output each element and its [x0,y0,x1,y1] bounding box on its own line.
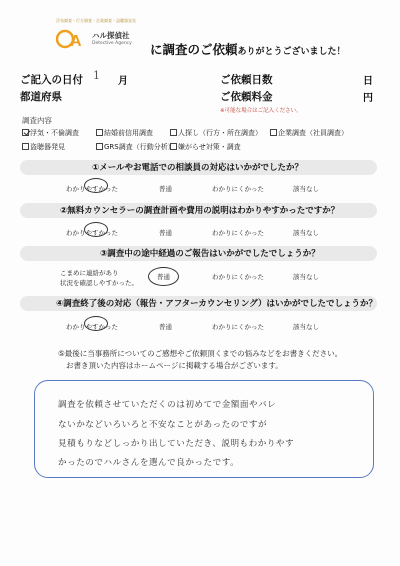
date-month-handwritten: 1 [93,69,100,82]
fee-note: ※可能な場合はご記入ください。 [220,108,302,114]
q1-option-clear[interactable]: わかりやすかった [66,185,118,193]
survey-type-label: 調査内容 [22,116,52,125]
q1-option-unclear[interactable]: わかりにくかった [212,185,264,193]
checkbox-label: 盗聴器発見 [30,143,65,151]
checkbox-icon[interactable] [22,143,29,150]
title-main: に調査のご依頼 [150,42,238,57]
q4-option-na[interactable]: 該当なし [293,323,319,331]
q3-option-na[interactable]: 該当なし [293,273,319,281]
title-thanks: ありがとうございました！ [237,47,346,57]
question-1-bar [20,160,377,175]
question-3-bar [20,246,377,261]
checkbox-person-search[interactable] [170,128,262,138]
checkbox-label: 嫌がらせ対策・調査 [178,143,241,151]
comment-line-1: 調査を依頼させていただくのは初めてで金額面やバレ [58,400,277,410]
fee-unit: 円 [363,93,373,104]
q3-option-frequent[interactable]: こまめに連絡があり [60,269,119,277]
checkbox-corporate[interactable] [270,128,348,138]
checkbox-label: 人探し（行方・所在調査） [178,129,262,137]
checkbox-label: 浮気・不倫調査 [30,129,79,137]
q2-option-na[interactable]: 該当なし [293,229,319,237]
q3-option-frequent-2[interactable]: 状況を確認しやすかった。 [60,279,138,287]
q3-option-normal[interactable]: 普通 [157,273,170,281]
comment-line-2: ないかなどいろいろと不安なことがあったのですが [58,420,268,430]
q2-option-normal[interactable]: 普通 [159,229,172,237]
q1-option-normal[interactable]: 普通 [159,185,172,193]
question-1-text: ①メールやお電話での相談員の対応はいかがでしたか？ [92,163,304,173]
date-month-unit: 月 [118,76,128,87]
logo-tagline: 浮気調査・行方調査・企業調査・盗聴器発見 [56,18,136,23]
logo-company-name: ハル探偵社 [92,31,130,40]
checkbox-premarital[interactable] [96,128,153,138]
q2-option-clear[interactable]: わかりやすかった [66,229,118,237]
checkbox-icon[interactable] [170,143,177,150]
checkbox-label: 結婚前信用調査 [104,129,153,137]
question-5-line-1: ⑤最後に当事務所についてのご感想やご依頼頂くまでの悩みなどをお書きください。 [58,349,343,358]
question-2-bar [20,203,377,218]
question-4-text: ④調査終了後の対応（報告・アフターカウンセリング）はいかがでしたでしょうか？ [56,299,378,309]
svg-text:A: A [70,33,82,50]
q3-option-unclear[interactable]: わかりにくかった [212,273,264,281]
logo-company-en: Detective Agency [92,41,132,46]
checkbox-grs[interactable] [96,142,175,152]
days-label: ご依頼日数 [220,74,273,86]
q4-option-normal[interactable]: 普通 [159,323,172,331]
checkbox-checked-icon[interactable] [22,129,29,136]
question-4-bar [20,296,377,311]
question-2-text: ②無料カウンセラーの調査計画や費用の説明はわかりやすかったですか？ [60,206,340,216]
page-title [150,40,346,58]
checkbox-affair[interactable] [22,128,79,138]
q1-option-na[interactable]: 該当なし [293,185,319,193]
question-5-line-2: お書き頂いた内容はホームページに掲載する場合がございます。 [66,361,283,370]
logo-mark-icon [56,26,84,50]
checkbox-icon[interactable] [270,129,277,136]
checkbox-bug-detection[interactable] [22,142,65,152]
checkbox-label: GRS調査（行動分析） [104,143,175,151]
q4-option-clear[interactable]: わかりやすかった [66,323,118,331]
fee-label: ご依頼料金 [220,91,273,103]
days-unit: 日 [363,76,373,87]
q2-option-unclear[interactable]: わかりにくかった [212,229,264,237]
prefecture-label: 都道府県 [20,91,62,103]
question-3-text: ③調査中の途中経過のご報告はいかがでしたでしょうか？ [100,249,320,259]
checkbox-icon[interactable] [96,143,103,150]
checkbox-icon[interactable] [96,129,103,136]
checkbox-icon[interactable] [170,129,177,136]
comment-line-3: 見積もりなどしっかり出していただき、説明もわかりやす [58,439,295,449]
checkbox-harassment[interactable] [170,142,241,152]
date-label: ご記入の日付 [20,74,83,86]
logo [56,18,148,62]
checkbox-label: 企業調査（社員調査） [278,129,348,137]
q4-option-unclear[interactable]: わかりにくかった [212,323,264,331]
comment-line-4: かったのでハルさんを選んで良かったです。 [58,458,240,468]
